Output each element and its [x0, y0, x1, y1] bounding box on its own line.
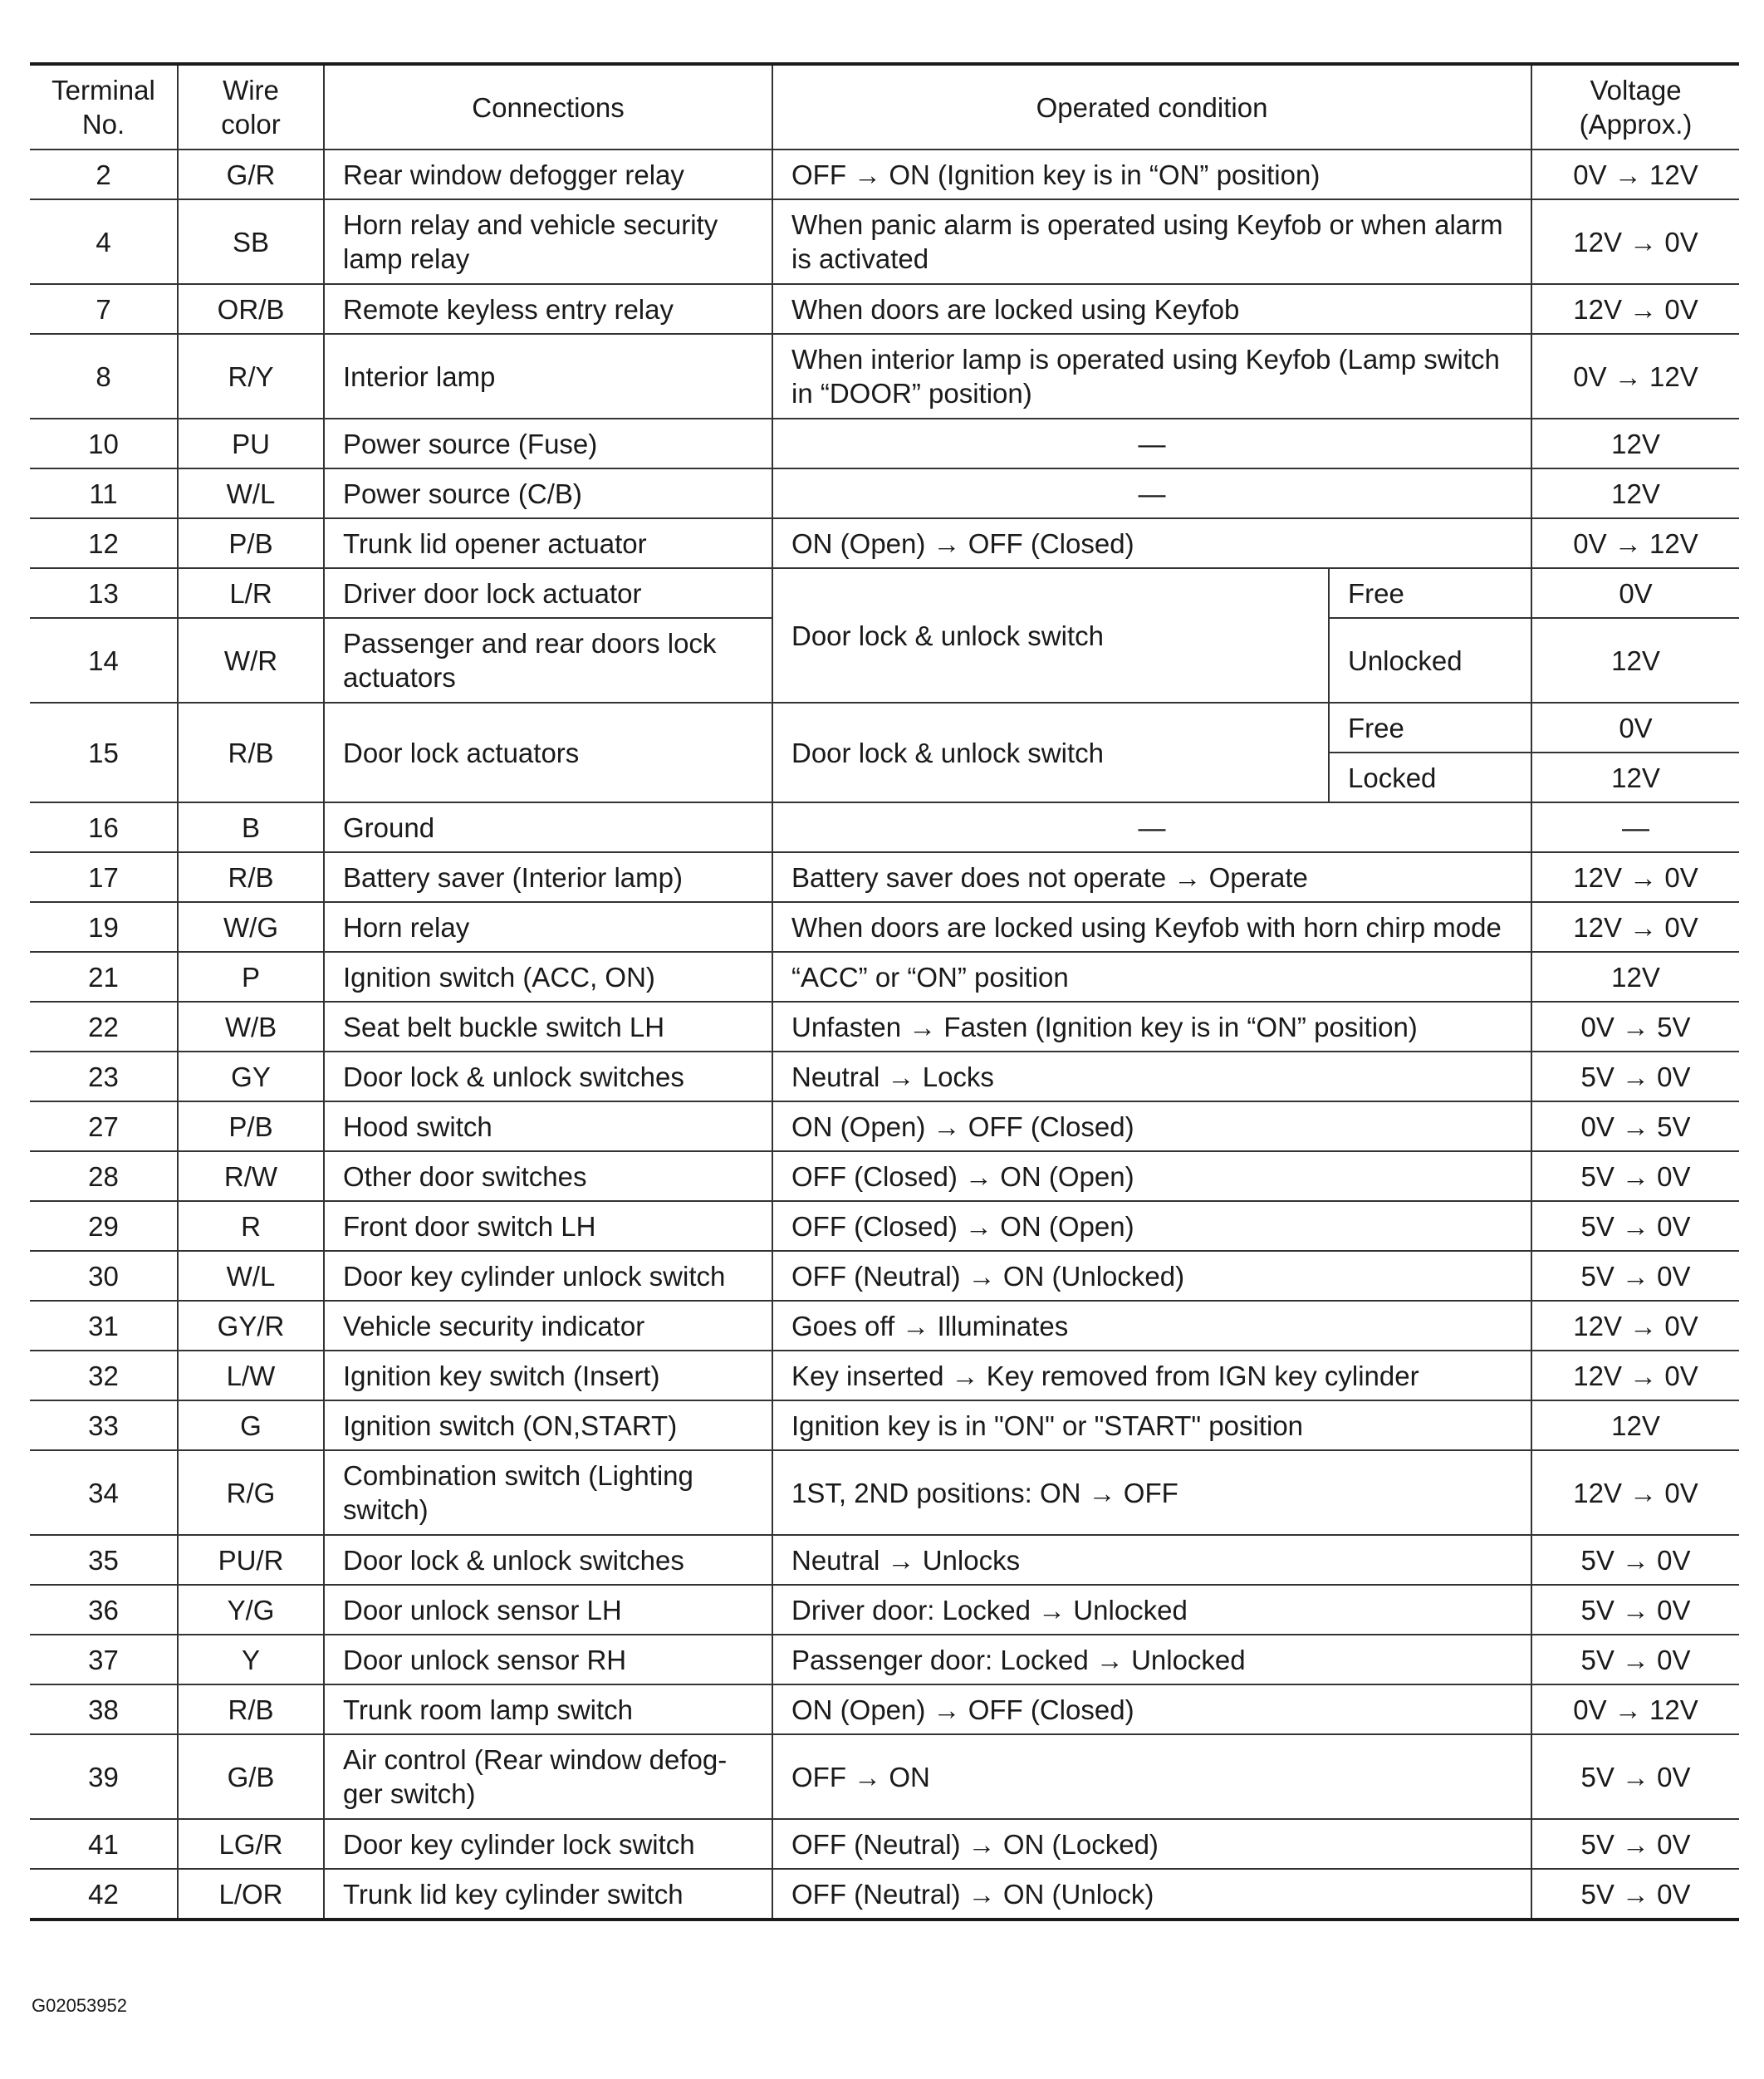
terminal-cell: 17: [30, 852, 178, 902]
terminal-cell: 39: [30, 1734, 178, 1819]
voltage-cell: 12V: [1531, 419, 1739, 468]
connection-cell: Door lock & unlock switches: [324, 1052, 772, 1101]
terminal-cell: 30: [30, 1251, 178, 1301]
wire-cell: Y: [178, 1635, 324, 1684]
wire-cell: W/G: [178, 902, 324, 952]
wire-cell: P/B: [178, 518, 324, 568]
switch-state-cell: Free: [1329, 703, 1531, 753]
table-row: [30, 1450, 1739, 1535]
connection-cell: Door unlock sensor RH: [324, 1635, 772, 1684]
terminal-cell: 33: [30, 1400, 178, 1450]
voltage-cell: 5V → 0V: [1531, 1819, 1739, 1869]
voltage-cell: 12V → 0V: [1531, 199, 1739, 284]
connection-cell: Door lock & unlock switches: [324, 1535, 772, 1585]
terminal-cell: 10: [30, 419, 178, 468]
voltage-cell: 12V: [1531, 468, 1739, 518]
terminal-cell: 7: [30, 284, 178, 334]
condition-cell: When doors are locked using Keyfob with horn chirp mode: [772, 902, 1531, 952]
table-row: [30, 1684, 1739, 1734]
terminal-cell: 11: [30, 468, 178, 518]
condition-cell: OFF → ON (Ignition key is in “ON” position): [772, 150, 1531, 199]
wire-cell: R: [178, 1201, 324, 1251]
terminal-cell: 15: [30, 703, 178, 802]
header-operated-condition: Operated condition: [772, 64, 1531, 150]
connection-cell: Interior lamp: [324, 334, 772, 419]
condition-cell: OFF (Closed) → ON (Open): [772, 1201, 1531, 1251]
terminal-cell: 37: [30, 1635, 178, 1684]
connection-cell: Door unlock sensor LH: [324, 1585, 772, 1635]
voltage-cell: 0V → 12V: [1531, 518, 1739, 568]
wire-cell: R/B: [178, 703, 324, 802]
condition-cell: —: [772, 802, 1531, 852]
connection-cell: Seat belt buckle switch LH: [324, 1002, 772, 1052]
terminal-cell: 27: [30, 1101, 178, 1151]
condition-cell: ON (Open) → OFF (Closed): [772, 1101, 1531, 1151]
table-row: [30, 1635, 1739, 1684]
condition-cell: When interior lamp is operated using Keyfob (Lamp switch in “DOOR” position): [772, 334, 1531, 419]
terminal-cell: 32: [30, 1351, 178, 1400]
header-row: [30, 64, 1739, 150]
wire-cell: Y/G: [178, 1585, 324, 1635]
voltage-cell: 0V → 5V: [1531, 1101, 1739, 1151]
condition-cell: Driver door: Locked → Unlocked: [772, 1585, 1531, 1635]
table-row: [30, 284, 1739, 334]
terminal-cell: 22: [30, 1002, 178, 1052]
terminal-cell: 38: [30, 1684, 178, 1734]
terminal-cell: 14: [30, 618, 178, 703]
voltage-cell: 5V → 0V: [1531, 1734, 1739, 1819]
connection-cell: Power source (Fuse): [324, 419, 772, 468]
wire-cell: W/L: [178, 1251, 324, 1301]
voltage-cell: 5V → 0V: [1531, 1535, 1739, 1585]
switch-state-cell: Unlocked: [1329, 618, 1531, 703]
connection-cell: Vehicle security indicator: [324, 1301, 772, 1351]
condition-cell: ON (Open) → OFF (Closed): [772, 1684, 1531, 1734]
condition-cell: 1ST, 2ND positions: ON → OFF: [772, 1450, 1531, 1535]
terminal-cell: 4: [30, 199, 178, 284]
voltage-cell: 12V: [1531, 952, 1739, 1002]
terminal-cell: 29: [30, 1201, 178, 1251]
condition-cell: OFF (Neutral) → ON (Unlock): [772, 1869, 1531, 1920]
condition-cell: Neutral → Unlocks: [772, 1535, 1531, 1585]
table-row: [30, 1251, 1739, 1301]
wire-cell: PU/R: [178, 1535, 324, 1585]
voltage-cell: 5V → 0V: [1531, 1251, 1739, 1301]
header-connections: Connections: [324, 64, 772, 150]
voltage-cell: 0V: [1531, 703, 1739, 753]
table-row: [30, 1869, 1739, 1920]
connection-cell: Ignition switch (ACC, ON): [324, 952, 772, 1002]
voltage-cell: 5V → 0V: [1531, 1635, 1739, 1684]
switch-state-cell: Locked: [1329, 753, 1531, 802]
table-row: [30, 468, 1739, 518]
condition-cell: Goes off → Illuminates: [772, 1301, 1531, 1351]
voltage-cell: 0V: [1531, 568, 1739, 618]
voltage-cell: 12V → 0V: [1531, 902, 1739, 952]
connection-cell: Door key cylinder unlock switch: [324, 1251, 772, 1301]
terminal-cell: 35: [30, 1535, 178, 1585]
voltage-cell: —: [1531, 802, 1739, 852]
table-row: [30, 1400, 1739, 1450]
connection-cell: Trunk lid opener actuator: [324, 518, 772, 568]
voltage-cell: 12V: [1531, 618, 1739, 703]
voltage-cell: 0V → 12V: [1531, 150, 1739, 199]
terminal-cell: 13: [30, 568, 178, 618]
table-row: [30, 1002, 1739, 1052]
terminal-cell: 36: [30, 1585, 178, 1635]
voltage-cell: 12V: [1531, 1400, 1739, 1450]
wire-cell: W/R: [178, 618, 324, 703]
wire-cell: G: [178, 1400, 324, 1450]
voltage-cell: 0V → 5V: [1531, 1002, 1739, 1052]
connection-cell: Battery saver (Interior lamp): [324, 852, 772, 902]
connection-cell: Horn relay: [324, 902, 772, 952]
condition-cell: OFF (Neutral) → ON (Unlocked): [772, 1251, 1531, 1301]
wire-cell: SB: [178, 199, 324, 284]
terminal-cell: 16: [30, 802, 178, 852]
table-row: [30, 150, 1739, 199]
connection-cell: Rear window defogger relay: [324, 150, 772, 199]
terminal-cell: 2: [30, 150, 178, 199]
terminal-cell: 12: [30, 518, 178, 568]
table-row: [30, 1201, 1739, 1251]
table-row: [30, 419, 1739, 468]
terminal-cell: 42: [30, 1869, 178, 1920]
terminal-cell: 8: [30, 334, 178, 419]
wire-cell: L/W: [178, 1351, 324, 1400]
condition-cell: OFF (Closed) → ON (Open): [772, 1151, 1531, 1201]
connection-cell: Remote keyless entry relay: [324, 284, 772, 334]
table-row: [30, 334, 1739, 419]
connection-cell: Ignition switch (ON,START): [324, 1400, 772, 1450]
condition-cell: Unfasten → Fasten (Ignition key is in “ON” position): [772, 1002, 1531, 1052]
connection-cell: Driver door lock actuator: [324, 568, 772, 618]
switch-state-cell: Free: [1329, 568, 1531, 618]
table-row: [30, 1819, 1739, 1869]
connection-cell: Trunk room lamp switch: [324, 1684, 772, 1734]
wire-cell: R/G: [178, 1450, 324, 1535]
table-row: [30, 1101, 1739, 1151]
connection-cell: Horn relay and vehicle security lamp relay: [324, 199, 772, 284]
connection-cell: Ground: [324, 802, 772, 852]
condition-cell: When panic alarm is operated using Keyfob or when alarm is activated: [772, 199, 1531, 284]
condition-cell: When doors are locked using Keyfob: [772, 284, 1531, 334]
table-row: [30, 1734, 1739, 1819]
table-row: [30, 1535, 1739, 1585]
connection-cell: Front door switch LH: [324, 1201, 772, 1251]
terminal-cell: 21: [30, 952, 178, 1002]
condition-cell: ON (Open) → OFF (Closed): [772, 518, 1531, 568]
wire-cell: P: [178, 952, 324, 1002]
connection-cell: Trunk lid key cylinder switch: [324, 1869, 772, 1920]
header-voltage: Voltage (Approx.): [1531, 64, 1739, 150]
terminal-cell: 31: [30, 1301, 178, 1351]
condition-cell: “ACC” or “ON” position: [772, 952, 1531, 1002]
condition-cell: Door lock & unlock switch: [772, 568, 1329, 703]
voltage-cell: 5V → 0V: [1531, 1052, 1739, 1101]
condition-cell: Passenger door: Locked → Unlocked: [772, 1635, 1531, 1684]
table-row: [30, 518, 1739, 568]
wire-cell: R/W: [178, 1151, 324, 1201]
table-row: [30, 1151, 1739, 1201]
voltage-cell: 0V → 12V: [1531, 1684, 1739, 1734]
voltage-cell: 5V → 0V: [1531, 1869, 1739, 1920]
voltage-cell: 12V → 0V: [1531, 1351, 1739, 1400]
connection-cell: Combination switch (Lighting switch): [324, 1450, 772, 1535]
wire-cell: W/L: [178, 468, 324, 518]
voltage-cell: 12V → 0V: [1531, 852, 1739, 902]
condition-cell: Door lock & unlock switch: [772, 703, 1329, 802]
connection-cell: Power source (C/B): [324, 468, 772, 518]
wire-cell: L/OR: [178, 1869, 324, 1920]
condition-cell: —: [772, 468, 1531, 518]
table-row: [30, 802, 1739, 852]
voltage-cell: 12V → 0V: [1531, 1301, 1739, 1351]
table-row: [30, 199, 1739, 284]
condition-cell: OFF → ON: [772, 1734, 1531, 1819]
wire-cell: G/B: [178, 1734, 324, 1819]
condition-cell: Ignition key is in "ON" or "START" position: [772, 1400, 1531, 1450]
table-row: [30, 852, 1739, 902]
voltage-cell: 12V: [1531, 753, 1739, 802]
voltage-cell: 5V → 0V: [1531, 1201, 1739, 1251]
condition-cell: OFF (Neutral) → ON (Locked): [772, 1819, 1531, 1869]
voltage-cell: 12V → 0V: [1531, 284, 1739, 334]
voltage-cell: 12V → 0V: [1531, 1450, 1739, 1535]
wire-cell: B: [178, 802, 324, 852]
wire-cell: GY: [178, 1052, 324, 1101]
table-row: [30, 902, 1739, 952]
terminal-cell: 23: [30, 1052, 178, 1101]
voltage-cell: 5V → 0V: [1531, 1585, 1739, 1635]
condition-cell: Neutral → Locks: [772, 1052, 1531, 1101]
wire-cell: PU: [178, 419, 324, 468]
condition-cell: Battery saver does not operate → Operate: [772, 852, 1531, 902]
table-row: [30, 568, 1739, 618]
connection-cell: Hood switch: [324, 1101, 772, 1151]
connection-cell: Air control (Rear window defog-ger switch): [324, 1734, 772, 1819]
wire-cell: L/R: [178, 568, 324, 618]
header-wire-color: Wire color: [178, 64, 324, 150]
condition-cell: Key inserted → Key removed from IGN key cylinder: [772, 1351, 1531, 1400]
terminal-cell: 41: [30, 1819, 178, 1869]
wire-cell: R/B: [178, 1684, 324, 1734]
terminal-cell: 34: [30, 1450, 178, 1535]
wire-cell: R/Y: [178, 334, 324, 419]
wire-cell: R/B: [178, 852, 324, 902]
table-row: [30, 1351, 1739, 1400]
condition-cell: —: [772, 419, 1531, 468]
wire-cell: P/B: [178, 1101, 324, 1151]
connection-cell: Other door switches: [324, 1151, 772, 1201]
table-row: [30, 1585, 1739, 1635]
connection-cell: Door key cylinder lock switch: [324, 1819, 772, 1869]
table-row: [30, 952, 1739, 1002]
connection-cell: Ignition key switch (Insert): [324, 1351, 772, 1400]
connection-cell: Door lock actuators: [324, 703, 772, 802]
table-row: [30, 1052, 1739, 1101]
terminal-cell: 28: [30, 1151, 178, 1201]
wire-cell: W/B: [178, 1002, 324, 1052]
wire-cell: OR/B: [178, 284, 324, 334]
voltage-cell: 0V → 12V: [1531, 334, 1739, 419]
wire-cell: G/R: [178, 150, 324, 199]
header-terminal: Terminal No.: [30, 64, 178, 150]
terminal-spec-table: [30, 62, 1739, 1921]
wire-cell: LG/R: [178, 1819, 324, 1869]
wire-cell: GY/R: [178, 1301, 324, 1351]
voltage-cell: 5V → 0V: [1531, 1151, 1739, 1201]
terminal-cell: 19: [30, 902, 178, 952]
connection-cell: Passenger and rear doors lock actuators: [324, 618, 772, 703]
table-row: [30, 703, 1739, 753]
figure-code: G02053952: [32, 1995, 127, 2016]
table-row: [30, 1301, 1739, 1351]
